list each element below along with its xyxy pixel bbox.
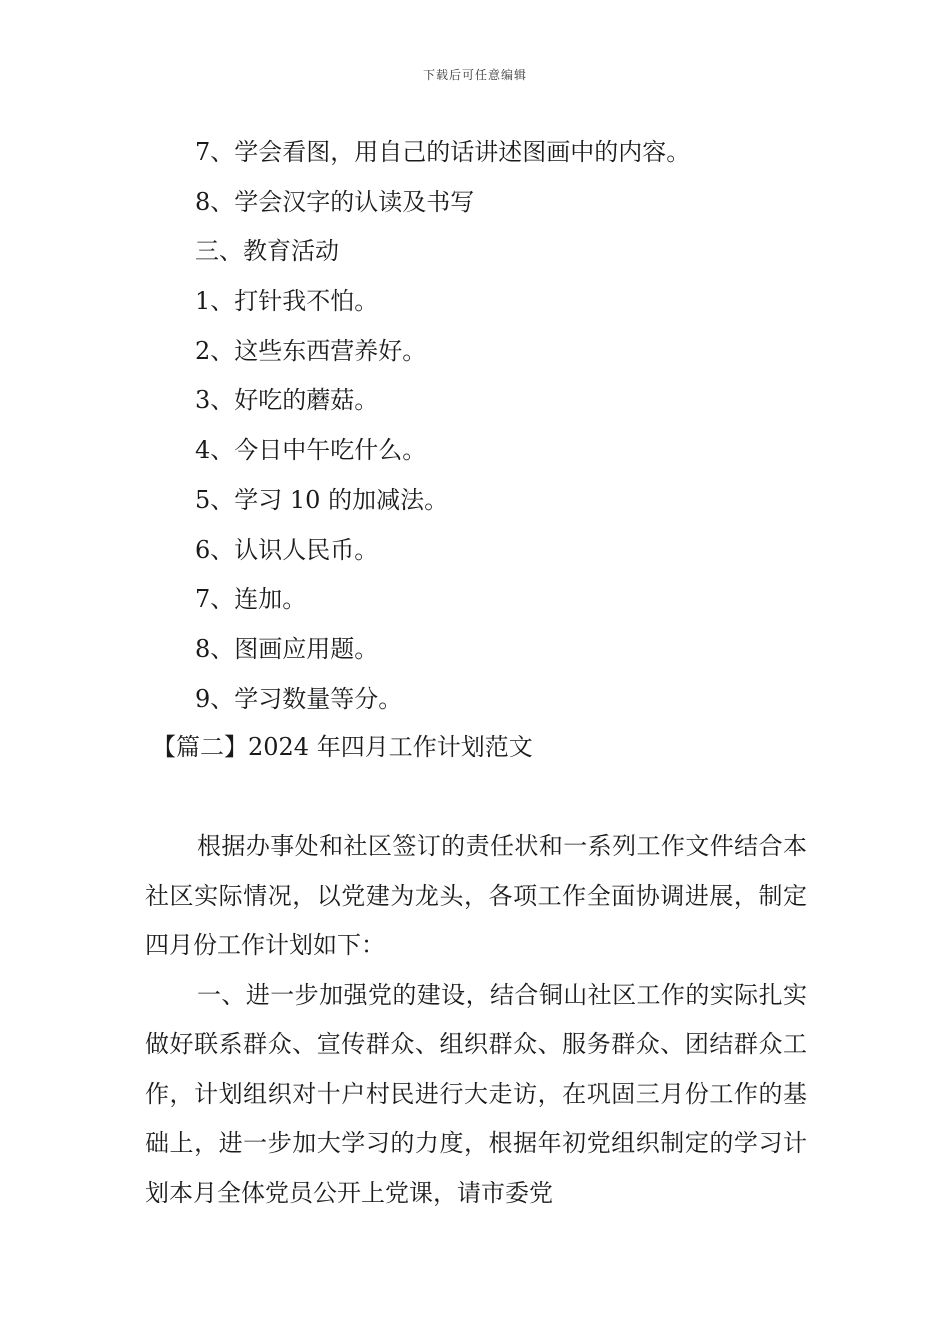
list-item: 6、认识人民币。 <box>195 535 379 564</box>
body-text <box>145 822 807 1218</box>
list-item: 8、学会汉字的认读及书写 <box>195 187 475 216</box>
list-item: 9、学习数量等分。 <box>195 684 403 713</box>
body-paragraph: 根据办事处和社区签订的责任状和一系列工作文件结合本社区实际情况，以党建为龙头，各项工作全面协调进展，制定四月份工作计划如下： <box>145 832 807 959</box>
list-item: 2、这些东西营养好。 <box>195 336 427 365</box>
list-heading: 三、教育活动 <box>195 237 339 266</box>
list-item: 3、好吃的蘑菇。 <box>195 386 379 415</box>
section-title: 【篇二】2024 年四月工作计划范文 <box>152 733 533 761</box>
page-header-note: 下载后可任意编辑 <box>422 68 527 82</box>
body-paragraph: 一、进一步加强党的建设，结合铜山社区工作的实际扎实做好联系群众、宣传群众、组织群众、服务群众、团结群众工作，计划组织对十户村民进行大走访，在巩固三月份工作的基础上，进一步加大学习的力度，根据年初党组织制定的学习计划本月全体党员公开上党课，请市委党 <box>145 980 807 1207</box>
activity-list <box>195 128 835 724</box>
list-item: 5、学习 10 的加减法。 <box>195 485 449 514</box>
list-item: 8、图画应用题。 <box>195 634 379 663</box>
list-item: 1、打针我不怕。 <box>195 287 379 316</box>
list-item: 4、今日中午吃什么。 <box>195 436 427 465</box>
list-item: 7、学会看图，用自己的话讲述图画中的内容。 <box>195 138 691 166</box>
list-item: 7、连加。 <box>195 585 307 614</box>
